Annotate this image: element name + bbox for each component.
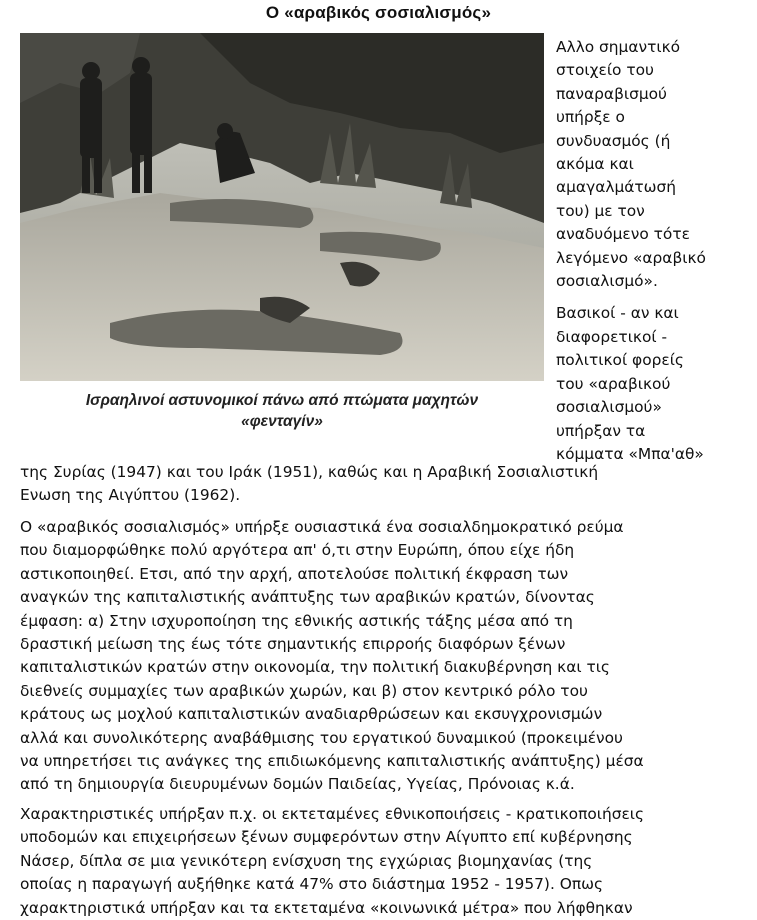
text-line: καπιταλιστικών κρατών στην οικονομία, την πολιτική διακυβέρνηση και τις xyxy=(20,658,610,677)
text-line: λεγόμενο «αραβικό xyxy=(556,248,706,267)
text-line: υπήρξε ο xyxy=(556,108,625,127)
text-line: Νάσερ, δίπλα σε μια γενικότερη ενίσχυση της εγχώριας βιομηχανίας (της xyxy=(20,851,593,870)
text-line: συνδυασμός (ή xyxy=(556,131,671,150)
text-line: κράτους ως μοχλού καπιταλιστικών αναδιαρθρώσεων και εκσυγχρονισμών xyxy=(20,705,603,724)
text-line: Βασικοί - αν και xyxy=(556,304,679,323)
text-line: Ενωση της Αιγύπτου (1962). xyxy=(20,486,241,505)
text-line: παναραβισμού xyxy=(556,84,667,103)
text-line: διεθνείς συμμαχίες των αραβικών χωρών, και β) στον κεντρικό ρόλο του xyxy=(20,681,588,700)
body-paragraph xyxy=(20,516,745,797)
body-paragraph xyxy=(20,461,745,508)
text-line: οποίας η παραγωγή αυξήθηκε κατά 47% στο διάστημα 1952 - 1957). Οπως xyxy=(20,875,604,894)
text-line: χαρακτηριστικά υπήρξαν και τα εκτεταμένα «κοινωνικά μέτρα» που λήφθηκαν xyxy=(20,898,633,917)
photo-caption xyxy=(20,390,544,432)
text-line: Χαρακτηριστικές υπήρξαν π.χ. οι εκτεταμένες εθνικοποιήσεις - κρατικοποιήσεις xyxy=(20,805,645,823)
text-line: σοσιαλισμού» xyxy=(556,398,662,417)
text-line: στοιχείο του xyxy=(556,61,654,80)
text-line: Ο «αραβικός σοσιαλισμός» υπήρξε ουσιαστικά ένα σοσιαλδημοκρατικό ρεύμα xyxy=(20,518,624,536)
text-line: που διαμορφώθηκε πολύ αργότερα απ' ό,τι στην Ευρώπη, όπου είχε ήδη xyxy=(20,541,575,560)
side-paragraph xyxy=(556,302,746,466)
text-line: ακόμα και xyxy=(556,155,634,174)
side-paragraph xyxy=(556,36,746,293)
text-line: υπήρξαν τα xyxy=(556,421,646,440)
text-line: αναγκών της καπιταλιστικής ανάπτυξης των αραβικών κρατών, δίνοντας xyxy=(20,588,595,607)
text-line: Αλλο σημαντικό xyxy=(556,38,681,56)
text-line: δραστική μείωση της έως τότε σημαντικής επιρροής διαφόρων ξένων xyxy=(20,635,566,654)
text-line: αναδυόμενο τότε xyxy=(556,225,690,244)
text-line: να υπηρετήσει τις ανάγκες της επιδιωκόμενης καπιταλιστικής ανάπτυξης) μέσα xyxy=(20,752,644,771)
text-line: αλλά και συνολικότερης αναβάθμισης του εργατικού δυναμικού (προκειμένου xyxy=(20,728,623,747)
text-line: κόμματα «Μπα'αθ» xyxy=(556,444,704,463)
caption-line: Ισραηλινοί αστυνομικοί πάνω από πτώματα μαχητών xyxy=(85,392,479,409)
text-line: του «αραβικού xyxy=(556,374,671,393)
text-line: υποδομών και επιχειρήσεων ξένων συμφερόντων στην Αίγυπτο επί κυβέρνησης xyxy=(20,828,633,847)
text-line: της Συρίας (1947) και του Ιράκ (1951), καθώς και η Αραβική Σοσιαλιστική xyxy=(20,463,599,481)
news-photo xyxy=(20,33,544,381)
caption-line: «φενταγίν» xyxy=(241,413,323,430)
text-line: σοσιαλισμό». xyxy=(556,272,658,291)
text-line: από τη δημιουργία διευρυμένων δομών Παιδείας, Υγείας, Πρόνοιας κ.ά. xyxy=(20,775,575,794)
body-paragraph xyxy=(20,803,745,920)
text-line: διαφορετικοί - xyxy=(556,327,668,346)
text-line: αστικοποιηθεί. Ετσι, από την αρχή, αποτελούσε πολιτική έκφραση των xyxy=(20,564,569,583)
text-line: πολιτικοί φορείς xyxy=(556,351,684,370)
article-title: Ο «αραβικός σοσιαλισμός» xyxy=(265,3,492,22)
text-line: του) με τον xyxy=(556,201,645,220)
text-line: αμαγαλμάτωσή xyxy=(556,178,677,197)
side-column-text xyxy=(556,36,746,466)
text-line: έμφαση: α) Στην ισχυροποίηση της εθνικής αστικής τάξης μέσα από τη xyxy=(20,611,573,630)
